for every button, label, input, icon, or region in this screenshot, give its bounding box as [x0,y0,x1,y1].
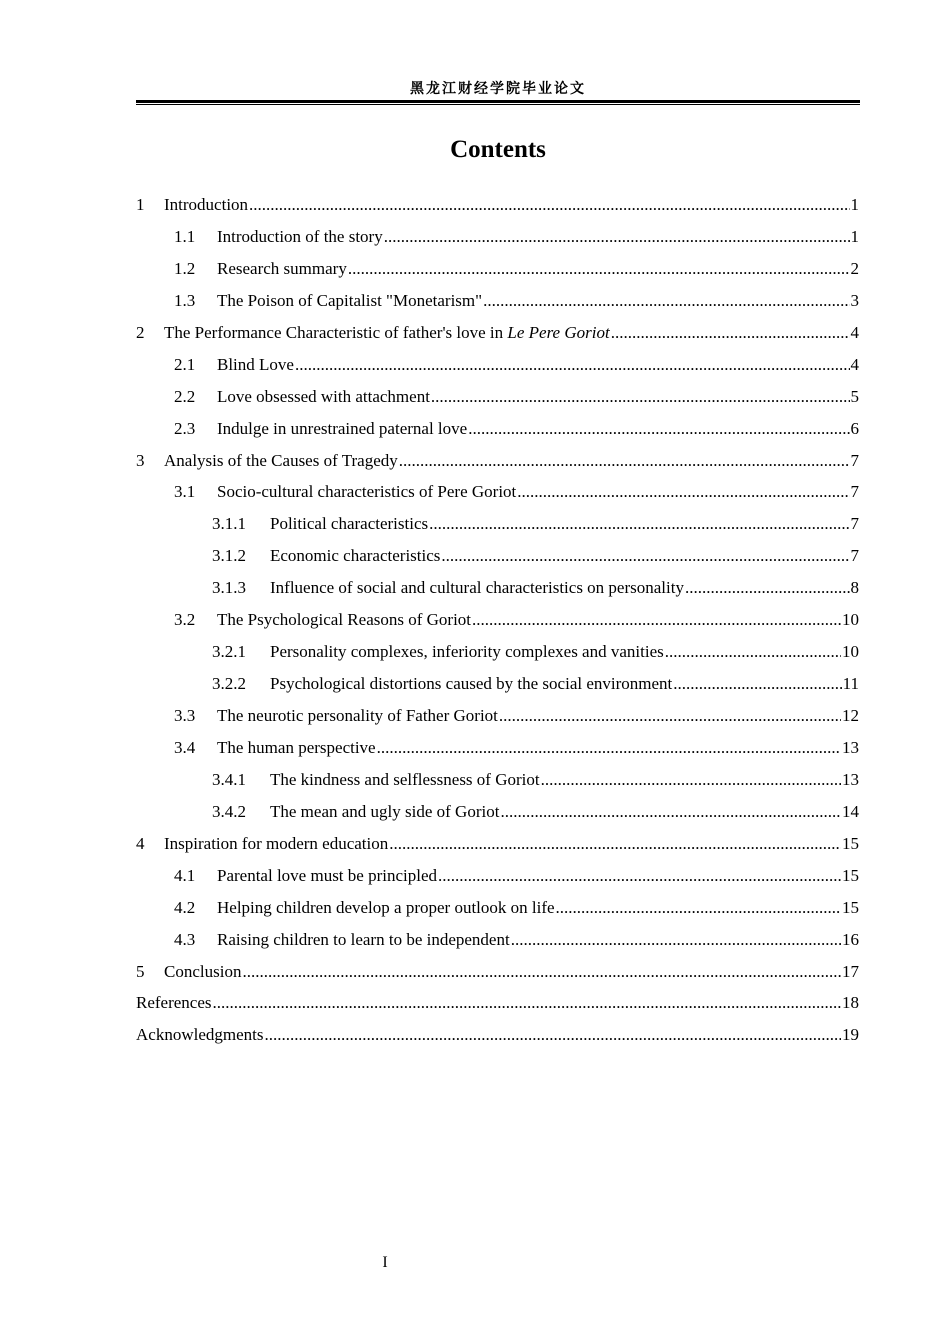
toc-entry[interactable] [136,926,859,958]
toc-entry-title [217,223,383,251]
toc-leader-dots [242,958,841,986]
toc-entry-page: 10 [842,642,859,662]
toc-entry-page: 4 [850,322,859,342]
toc-entry-title [270,798,499,826]
running-header: 黑龙江财经学院毕业论文 [410,81,586,97]
toc-entry-page: 14 [842,801,859,821]
toc-entry-title-italic: Le Pere Goriot [507,322,610,342]
toc-entry-title-text: The Poison of Capitalist "Monetarism" [217,290,483,310]
toc-entry[interactable] [136,287,859,319]
toc-entry[interactable] [136,510,859,542]
toc-entry[interactable] [136,478,859,510]
toc-entry-page: 17 [842,961,859,981]
toc-entry[interactable] [136,1021,859,1053]
toc-leader-dots [611,319,850,347]
toc-leader-dots [673,670,841,698]
toc-entry[interactable] [136,638,859,670]
toc-entry-title-text: Economic characteristics [270,546,441,566]
toc-entry-page: 15 [842,833,859,853]
toc-entry-number: 4.1 [174,865,196,885]
toc-entry-number: 1 [136,195,145,214]
toc-entry-page: 6 [850,418,859,438]
toc-entry[interactable] [136,542,859,574]
toc-entry-number: 3.4.1 [212,769,246,789]
toc-entry-title-text: Influence of social and cultural characteristics on personality [270,578,684,598]
toc-leader-dots [541,766,841,794]
toc-entry-number: 3.4.2 [212,801,246,821]
toc-entry[interactable] [136,447,859,479]
toc-entry-title-text: The Performance Characteristic of father's love in [164,322,508,342]
toc-entry[interactable] [136,862,859,894]
toc-entry[interactable] [136,702,859,734]
toc-leader-dots [500,798,841,826]
toc-entry-page: 7 [850,546,859,566]
toc-entry-page: 13 [842,769,859,789]
toc-entry-number: 2.3 [174,418,196,438]
toc-entry[interactable] [136,798,859,830]
toc-leader-dots [472,606,841,634]
toc-entry-title-text: The kindness and selflessness of Goriot [270,769,540,789]
toc-entry[interactable] [136,255,859,287]
toc-leader-dots [556,894,841,922]
toc-entry-page: 13 [842,737,859,757]
toc-entry-title [164,319,610,347]
toc-entry-title-text: Helping children develop a proper outlook on life [217,897,555,917]
toc-leader-dots [517,478,849,506]
toc-entry-number: 3.3 [174,706,196,725]
toc-entry-page: 2 [850,258,859,278]
header-rule-thin [136,104,860,105]
toc-entry-title [217,351,294,379]
toc-entry-page: 15 [842,897,859,917]
toc-entry-page: 1 [850,226,859,246]
toc-leader-dots [438,862,841,890]
toc-entry-page: 1 [850,195,859,214]
toc-entry[interactable] [136,383,859,415]
toc-entry[interactable] [136,989,859,1021]
page-number: I [382,1254,388,1271]
toc-entry-page: 16 [842,929,859,949]
toc-entry-page: 7 [850,514,859,534]
toc-entry[interactable] [136,351,859,383]
toc-entry-title [164,830,388,858]
toc-entry-title-text: Personality complexes, inferiority complexes and vanities [270,642,664,662]
toc-entry-title-text: Conclusion [164,961,242,981]
toc-entry-page: 5 [850,386,859,406]
toc-leader-dots [295,351,850,379]
toc-entry-title [164,958,241,986]
toc-leader-dots [384,223,850,251]
toc-leader-dots [685,574,850,602]
toc-entry-number: 3.1.2 [212,546,246,566]
toc-entry-title [270,638,664,666]
toc-entry[interactable] [136,670,859,702]
toc-entry-title-text: Research summary [217,258,347,278]
toc-entry-number: 2 [136,322,145,342]
toc-leader-dots [399,447,850,475]
toc-entry[interactable] [136,830,859,862]
toc-entry-number: 2.2 [174,386,196,406]
toc-leader-dots [483,287,849,315]
toc-entry-number: 3.4 [174,737,196,757]
toc-entry[interactable] [136,894,859,926]
toc-leader-dots [499,702,841,730]
toc-entry-number: 3.1 [174,482,196,502]
toc-entry-title [217,734,376,762]
toc-entry-title [217,255,347,283]
header-rule-thick [136,100,860,103]
toc-entry-number: 4.2 [174,897,196,917]
toc-entry[interactable] [136,606,859,638]
toc-entry-title [217,606,471,634]
toc-entry-title-text: Political characteristics [270,514,429,534]
toc-entry-title [217,926,510,954]
toc-entry-title-text: Raising children to learn to be independent [217,929,510,949]
toc-entry-title [217,415,467,443]
toc-entry[interactable] [136,319,859,351]
toc-entry-title [217,287,482,315]
toc-entry[interactable] [136,734,859,766]
toc-leader-dots [348,255,850,283]
toc-entry-number: 3.2.2 [212,674,246,694]
toc-entry-title [136,989,212,1017]
toc-entry-title-text: Parental love must be principled [217,865,437,885]
toc-entry-title [270,670,672,698]
table-of-contents [136,191,859,1053]
toc-entry-title [270,574,684,602]
toc-entry-title [217,383,430,411]
toc-leader-dots [249,191,849,219]
toc-leader-dots [468,415,849,443]
toc-leader-dots [431,383,850,411]
toc-entry[interactable] [136,191,859,223]
toc-entry-title [217,478,516,506]
toc-entry-title-text: The human perspective [217,737,376,757]
toc-entry-title-text: The mean and ugly side of Goriot [270,801,500,821]
toc-entry-title-text: The neurotic personality of Father Goriot [217,706,498,725]
toc-entry-number: 3 [136,450,145,470]
toc-entry-title-text: Love obsessed with attachment [217,386,430,406]
toc-entry-title [217,862,437,890]
toc-entry-page: 10 [842,610,859,630]
toc-entry-number: 1.1 [174,226,196,246]
toc-entry-title-text: Introduction [164,195,249,214]
toc-entry[interactable] [136,415,859,447]
toc-leader-dots [213,989,841,1017]
toc-entry[interactable] [136,223,859,255]
toc-entry[interactable] [136,574,859,606]
toc-entry-page: 7 [850,482,859,502]
toc-leader-dots [377,734,841,762]
toc-entry-title [164,447,398,475]
toc-entry-number: 4 [136,833,145,853]
toc-entry-title-text: Acknowledgments [136,1025,264,1045]
toc-entry-title-text: Analysis of the Causes of Tragedy [164,450,398,470]
toc-leader-dots [389,830,841,858]
toc-leader-dots [429,510,849,538]
toc-entry-title-text: The Psychological Reasons of Goriot [217,610,472,630]
toc-entry[interactable] [136,766,859,798]
toc-entry-page: 15 [842,865,859,885]
toc-entry-title-text: Introduction of the story [217,226,383,246]
toc-entry-page: 4 [850,354,859,374]
toc-entry-title-text: Indulge in unrestrained paternal love [217,418,468,438]
toc-entry-number: 2.1 [174,354,196,374]
toc-entry-title-text: Psychological distortions caused by the social environment [270,674,673,694]
toc-leader-dots [665,638,841,666]
toc-entry-title [164,191,248,219]
toc-entry-title [270,510,428,538]
toc-entry-number: 3.2 [174,610,196,630]
toc-entry-page: 11 [842,674,859,694]
toc-entry[interactable] [136,958,859,990]
toc-entry-page: 3 [850,290,859,310]
toc-entry-page: 18 [842,993,859,1013]
toc-entry-title [270,542,440,570]
toc-entry-title-text: Inspiration for modern education [164,833,389,853]
toc-entry-page: 8 [850,578,859,598]
toc-entry-title [217,702,498,730]
toc-entry-title [217,894,555,922]
toc-entry-number: 1.2 [174,258,196,278]
toc-entry-title-text: References [136,993,212,1013]
toc-leader-dots [511,926,841,954]
toc-entry-number: 3.1.1 [212,514,246,534]
toc-entry-number: 1.3 [174,290,196,310]
toc-entry-page: 7 [850,450,859,470]
toc-entry-number: 5 [136,961,145,981]
toc-entry-title-text: Socio-cultural characteristics of Pere Goriot [217,482,517,502]
toc-entry-page: 12 [842,706,859,725]
toc-entry-title-text: Blind Love [217,354,294,374]
toc-entry-page: 19 [842,1025,859,1045]
toc-entry-number: 3.2.1 [212,642,246,662]
toc-entry-number: 4.3 [174,929,196,949]
page-title: Contents [450,136,546,163]
toc-entry-title [270,766,540,794]
toc-entry-number: 3.1.3 [212,578,246,598]
toc-entry-title [136,1021,263,1049]
toc-leader-dots [441,542,849,570]
toc-leader-dots [264,1021,841,1049]
